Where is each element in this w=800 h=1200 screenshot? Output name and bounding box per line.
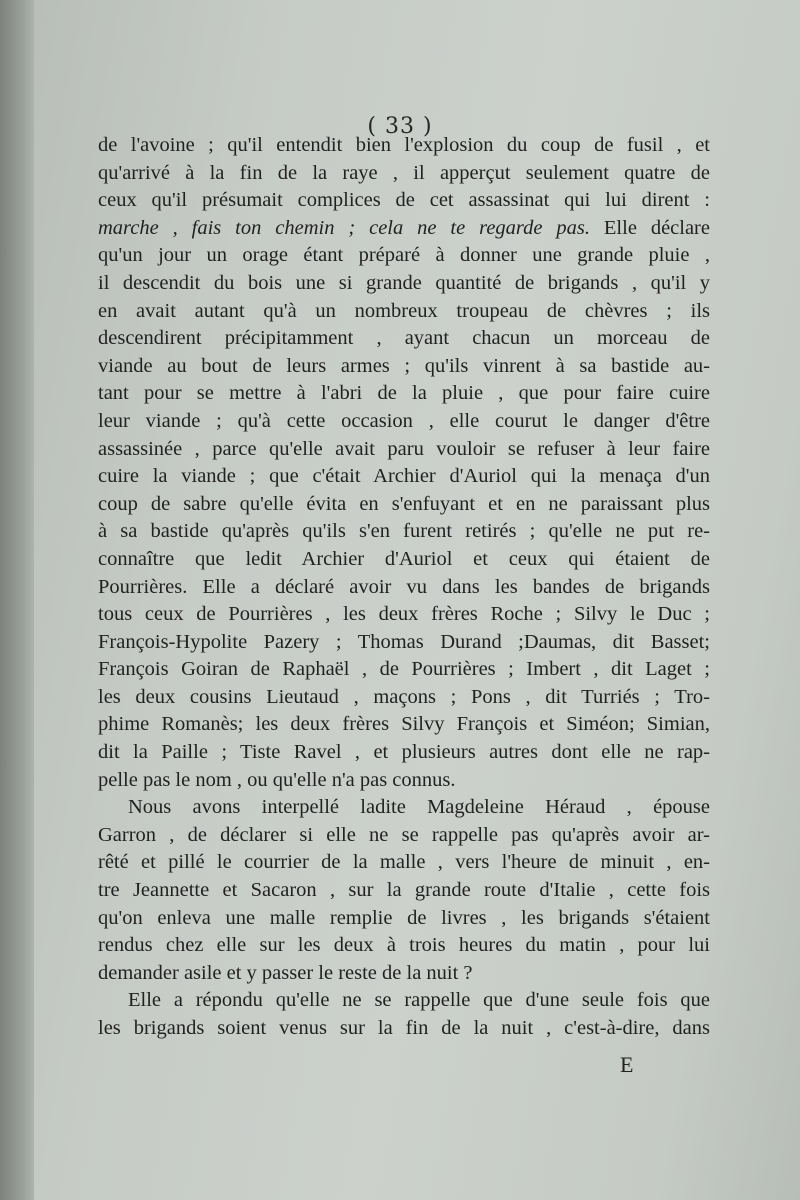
italic-quote: marche , fais ton chemin ; cela ne te regarde pas. xyxy=(98,216,590,239)
text-line: de l'avoine ; qu'il entendit bien l'explosion du coup de fusil , et xyxy=(98,134,710,156)
text-line: phime Romanès; les deux frères Silvy François et Siméon; Simian, xyxy=(98,713,710,736)
text-line: François-Hypolite Pazery ; Thomas Durand ;Daumas, dit Basset; xyxy=(98,630,710,653)
text-line: rendus chez elle sur les deux à trois heures du matin , pour lui xyxy=(98,934,710,957)
text-line: en avait autant qu'à un nombreux troupeau de chèvres ; ils xyxy=(98,299,710,322)
text-line: les brigands soient venus sur la fin de la nuit , c'est-à-dire, dans xyxy=(98,1017,710,1039)
page-number: ( 33 ) xyxy=(367,114,433,139)
text-line: tous ceux de Pourrières , les deux frères Roche ; Silvy le Duc ; xyxy=(98,603,710,626)
text-line-rest: Elle déclare xyxy=(590,216,710,239)
text-line: à sa bastide qu'après qu'ils s'en furent retirés ; qu'elle ne put re- xyxy=(98,520,710,543)
text-line: Pourrières. Elle a déclaré avoir vu dans les bandes de brigands xyxy=(98,575,710,598)
text-line: qu'un jour un orage étant préparé à donner une grande pluie , xyxy=(98,244,710,267)
text-line: ceux qu'il présumait complices de cet assassinat qui lui dirent : xyxy=(98,189,710,212)
text-line: tant pour se mettre à l'abri de la pluie , que pour faire cuire xyxy=(98,382,710,405)
signature-mark: E xyxy=(620,1052,634,1077)
text-line: Elle a répondu qu'elle ne se rappelle que d'une seule fois que xyxy=(128,989,710,1012)
text-line: rêté et pillé le courrier de la malle , vers l'heure de minuit , en- xyxy=(98,851,710,874)
text-line: François Goiran de Raphaël , de Pourrières ; Imbert , dit Laget ; xyxy=(98,658,710,681)
text-line: Garron , de déclarer si elle ne se rappelle pas qu'après avoir ar- xyxy=(98,823,710,846)
text-line: qu'on enleva une malle remplie de livres , les brigands s'étaient xyxy=(98,906,710,929)
text-line: dit la Paille ; Tiste Ravel , et plusieurs autres dont elle ne rap- xyxy=(98,741,710,764)
text-line: tre Jeannette et Sacaron , sur la grande route d'Italie , cette fois xyxy=(98,879,710,902)
body-text xyxy=(98,132,710,1043)
text-line: demander asile et y passer le reste de la nuit ? xyxy=(98,961,473,984)
text-line: connaître que ledit Archier d'Auriol et ceux qui étaient de xyxy=(98,547,710,570)
text-line: il descendit du bois une si grande quantité de brigands , qu'il y xyxy=(98,271,710,294)
text-line: cuire la viande ; que c'était Archier d'Auriol qui la menaça d'un xyxy=(98,465,710,488)
book-gutter-shadow xyxy=(0,0,34,1200)
text-line: qu'arrivé à la fin de la raye , il apperçut seulement quatre de xyxy=(98,161,710,184)
text-line: leur viande ; qu'à cette occasion , elle courut le danger d'être xyxy=(98,409,710,432)
text-line: Nous avons interpellé ladite Magdeleine Héraud , épouse xyxy=(128,796,710,819)
text-line: pelle pas le nom , ou qu'elle n'a pas connus. xyxy=(98,768,456,791)
text-line: viande au bout de leurs armes ; qu'ils vinrent à sa bastide au- xyxy=(98,354,710,377)
text-line xyxy=(98,215,710,243)
text-line: descendirent précipitamment , ayant chacun un morceau de xyxy=(98,327,710,350)
text-line: assassinée , parce qu'elle avait paru vouloir se refuser à leur faire xyxy=(98,437,710,460)
text-line: coup de sabre qu'elle évita en s'enfuyant et en ne paraissant plus xyxy=(98,492,710,515)
text-line: les deux cousins Lieutaud , maçons ; Pons , dit Turriés ; Tro- xyxy=(98,685,710,708)
